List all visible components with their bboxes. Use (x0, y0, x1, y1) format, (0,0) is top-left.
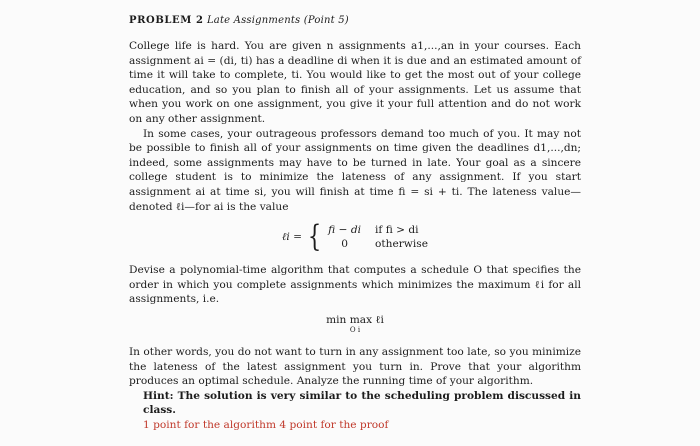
case2-value: 0 (341, 238, 348, 251)
paragraph-clarification: In other words, you do not want to turn in any assignment too late, so you minimize the lateness of the latest assignment you turn in. Prove that your algorithm produces an optimal schedule. Analyze the running time of your algorithm. (129, 345, 581, 388)
problem-label: PROBLEM 2 (129, 15, 204, 26)
paragraph-lateness: In some cases, your outrageous professors demand too much of you. It may not be possible to finish all of your assignments on time given the deadlines d1,...,dn; indeed, some assignments may have to be turned in late. Your goal as a sincere college student is to minimize the lateness of any assignment. If you start assignment ai at time si, you will finish at time fi = si + ti. The lateness value—denoted ℓi—for ai is the value (129, 127, 581, 213)
case2-condition: otherwise (375, 238, 428, 251)
points-text: 1 point for the algorithm 4 point for the proof (143, 418, 389, 431)
case1-value: fi − di (328, 224, 362, 237)
problem-body (129, 39, 581, 432)
lateness-equation (129, 215, 581, 259)
case1-condition: if fi > di (375, 224, 419, 237)
hint-text: Hint: The solution is very similar to the scheduling problem discussed in class. (143, 389, 581, 417)
objective-main: min max ℓi (326, 313, 384, 326)
objective-subscripts: O i (349, 325, 361, 334)
problem-header (129, 15, 349, 26)
objective-expression (129, 313, 581, 343)
case-brace: { (307, 219, 322, 255)
paragraph-intro: College life is hard. You are given n assignments a1,...,an in your courses. Each assignment ai = (di, ti) has a deadline di when it is due and an estimated amount of time it will take to complete, ti. You would like to get the most out of your college education, and so you plan to finish all of your assignments. Let us assume that when you work on one assignment, you give it your full attention and do not work on any other assignment. (129, 40, 581, 125)
problem-title: Late Assignments (Point 5) (206, 15, 349, 26)
equation-lhs: ℓi = (282, 230, 303, 243)
equation-cases (328, 223, 428, 251)
paragraph-task: Devise a polynomial-time algorithm that computes a schedule O that specifies the order in which you complete assignments which minimizes the maximum ℓi for all assignments, i.e. (129, 264, 581, 306)
